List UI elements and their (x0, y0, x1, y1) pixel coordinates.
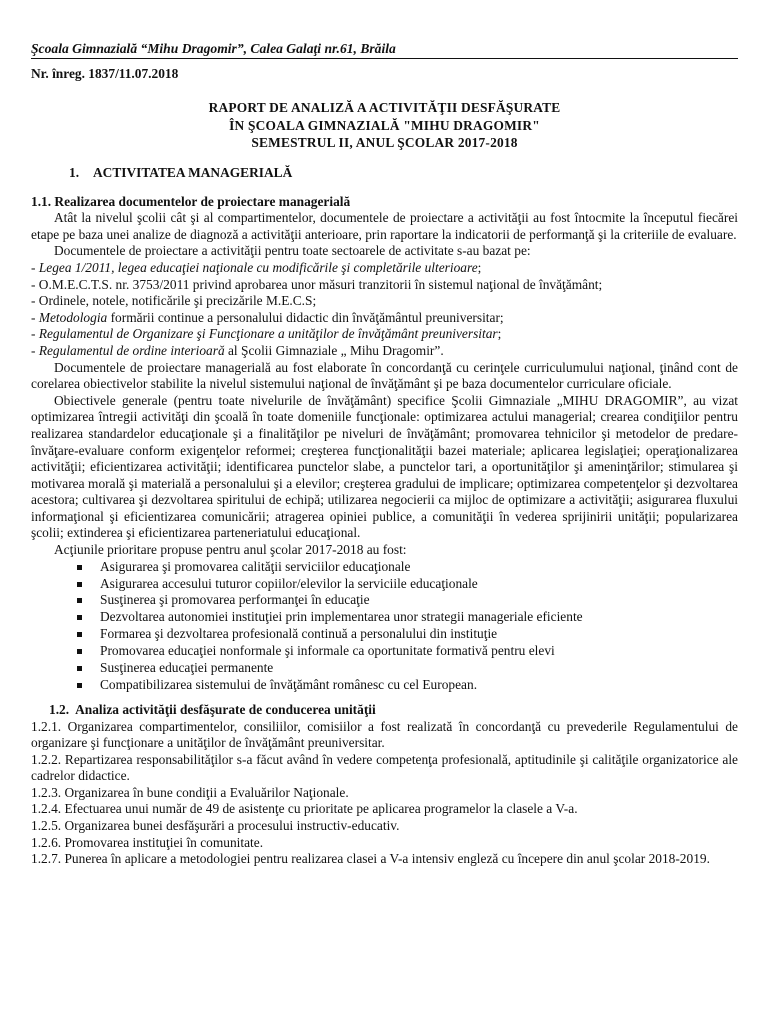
management-item: 1.2.4. Efectuarea unui număr de 49 de asistenţe cu prioritate pe aplicarea programelor la clasele a V-a. (31, 801, 578, 817)
management-item: 1.2.5. Organizarea bunei desfăşurări a procesului instructiv-educativ. (31, 818, 400, 834)
section-1-heading (69, 165, 738, 182)
square-bullet-icon (77, 632, 82, 637)
square-bullet-icon (77, 565, 82, 570)
management-item: 1.2.7. Punerea în aplicare a metodologiei pentru realizarea clasei a V-a intensiv engleză cu începere din anul şcolar 2018-2019. (31, 851, 710, 867)
paragraph-4: Obiectivele generale (pentru toate nivelurile de învăţământ) specifice Şcolii Gimnaziale „MIHU DRAGOMIR”, au vizat optimizarea întregii activităţi din şcoală în toate domeniile funcţionale: optimizarea actului managerial; crearea condiţiilor pentru realizarea standardelor educaţionale şi a finalităţilor pe niveluri de învăţământ; promovarea tehnicilor şi metodelor de predare-învăţare-evaluare conform exigenţelor reformei; creşterea funcţionalităţii bazei materiale; aplicarea legislaţiei; operaţionalizarea activităţii; eficientizarea activităţii; identificarea punctelor slabe, a punctelor tari, a oportunităţilor şi ameninţărilor; stimularea şi motivarea morală şi materială a personalului şi a elevilor; creşterea gradului de implicare; optimizarea competenţelor şi dezvoltarea acestora; cultivarea şi dezvoltarea spiritului de echipă; utilizarea negocierii ca mijloc de optimizare a activităţii; asigurarea fluxului informaţional şi eficientizarea comunicării; atragerea opiniei publice, a comunităţii în vederea sprijinirii unităţii; popularizarea şcolii; extinderea şi eficientizarea parteneriatului educaţional. (31, 392, 738, 541)
list-item: - Metodologia formării continue a personalului didactic din învăţământul preuniversitar; (31, 309, 504, 325)
list-item: - O.M.E.C.T.S. nr. 3753/2011 privind aprobarea unor măsuri tranzitorii în sistemul naţional de învăţământ; (31, 276, 603, 292)
paragraph-1: Atât la nivelul şcolii cât şi al compartimentelor, documentele de proiectare a activităţii au fost întocmite la începutul fiecărei etape pe baza unei analize de diagnoză a activităţii anterioare, prin raportare la indicatorii de performanţă şi la criteriile de evaluare. (31, 210, 738, 242)
list-item: - Ordinele, notele, notificările şi precizările M.E.C.S; (31, 293, 317, 309)
subsection-1-1-heading: 1.1. Realizarea documentelor de proiectare managerială (31, 193, 351, 209)
subsection-1-2-heading (49, 702, 738, 719)
list-item: Asigurarea şi promovarea calităţii serviciilor educaţionale (77, 559, 738, 576)
priority-actions-list (31, 559, 738, 694)
subsection-1-2-title: Analiza activităţii desfăşurate de conducerea unităţii (75, 701, 376, 717)
square-bullet-icon (77, 666, 82, 671)
management-item: 1.2.3. Organizarea în bune condiţii a Evaluărilor Naţionale. (31, 784, 349, 800)
list-item: - Regulamentul de Organizare şi Funcţionare a unităţilor de învăţământ preuniversitar; (31, 326, 502, 342)
management-item: 1.2.1. Organizarea compartimentelor, consiliilor, comisiilor a fost realizată în concordanţă cu prevederile Regulamentului de organizare şi funcţionare a unităţilor de învăţământ preuniversitar. (31, 718, 738, 751)
list-item: Susţinerea educaţiei permanente (77, 660, 738, 677)
list-item: - Regulamentul de ordine interioară al Şcolii Gimnaziale „ Mihu Dragomir”. (31, 342, 444, 358)
paragraph-2: Documentele de proiectare a activităţii pentru toate sectoarele de activitate s-au bazat pe: (54, 243, 531, 259)
list-item: - Legea 1/2011, legea educaţiei naţionale cu modificările şi completările ulterioare; (31, 259, 482, 275)
square-bullet-icon (77, 649, 82, 654)
list-item: Compatibilizarea sistemului de învăţământ românesc cu cel European. (77, 677, 738, 694)
square-bullet-icon (77, 615, 82, 620)
title-line-1: RAPORT DE ANALIZĂ A ACTIVITĂŢII DESFĂŞURATE (208, 100, 561, 115)
list-item: Susţinerea şi promovarea performanţei în educaţie (77, 592, 738, 609)
title-line-3: SEMESTRUL II, ANUL ŞCOLAR 2017-2018 (251, 135, 518, 150)
paragraph-3: Documentele de proiectare managerială au fost elaborate în concordanţă cu cerinţele curriculumului naţional, ţinând cont de corelarea obiectivelor stabilite la nivelul sistemului naţional de învăţământ şi pe baza documentelor curriculare oficiale. (31, 359, 738, 392)
list-item: Dezvoltarea autonomiei instituţiei prin implementarea unor strategii manageriale eficiente (77, 609, 738, 626)
management-item: 1.2.2. Repartizarea responsabilităţilor s-a făcut având în vedere competenţa profesională, aptitudinile şi calităţile organizatorice ale cadrelor didactice. (31, 751, 738, 784)
registration-number: Nr. înreg. 1837/11.07.2018 (31, 66, 179, 81)
report-title (31, 99, 738, 152)
list-item: Promovarea educaţiei nonformale şi informale ca oportunitate formativă pentru elevi (77, 643, 738, 660)
list-item: Asigurarea accesului tuturor copiilor/elevilor la serviciile educaţionale (77, 576, 738, 593)
square-bullet-icon (77, 683, 82, 688)
school-header: Şcoala Gimnazială “Mihu Dragomir”, Calea Galaţi nr.61, Brăila (31, 41, 738, 59)
square-bullet-icon (77, 598, 82, 603)
subsection-1-2-number: 1.2. (49, 701, 70, 717)
section-1-title: ACTIVITATEA MANAGERIALĂ (93, 165, 293, 180)
title-line-2: ÎN ŞCOALA GIMNAZIALĂ "MIHU DRAGOMIR" (229, 117, 540, 133)
list-item: Formarea şi dezvoltarea profesională continuă a personalului din instituţie (77, 626, 738, 643)
square-bullet-icon (77, 582, 82, 587)
legal-basis-list (31, 260, 738, 360)
paragraph-5: Acţiunile prioritare propuse pentru anul şcolar 2017-2018 au fost: (54, 542, 407, 558)
management-item: 1.2.6. Promovarea instituţiei în comunitate. (31, 834, 264, 850)
report-body (31, 165, 738, 868)
section-1-number: 1. (69, 165, 80, 180)
